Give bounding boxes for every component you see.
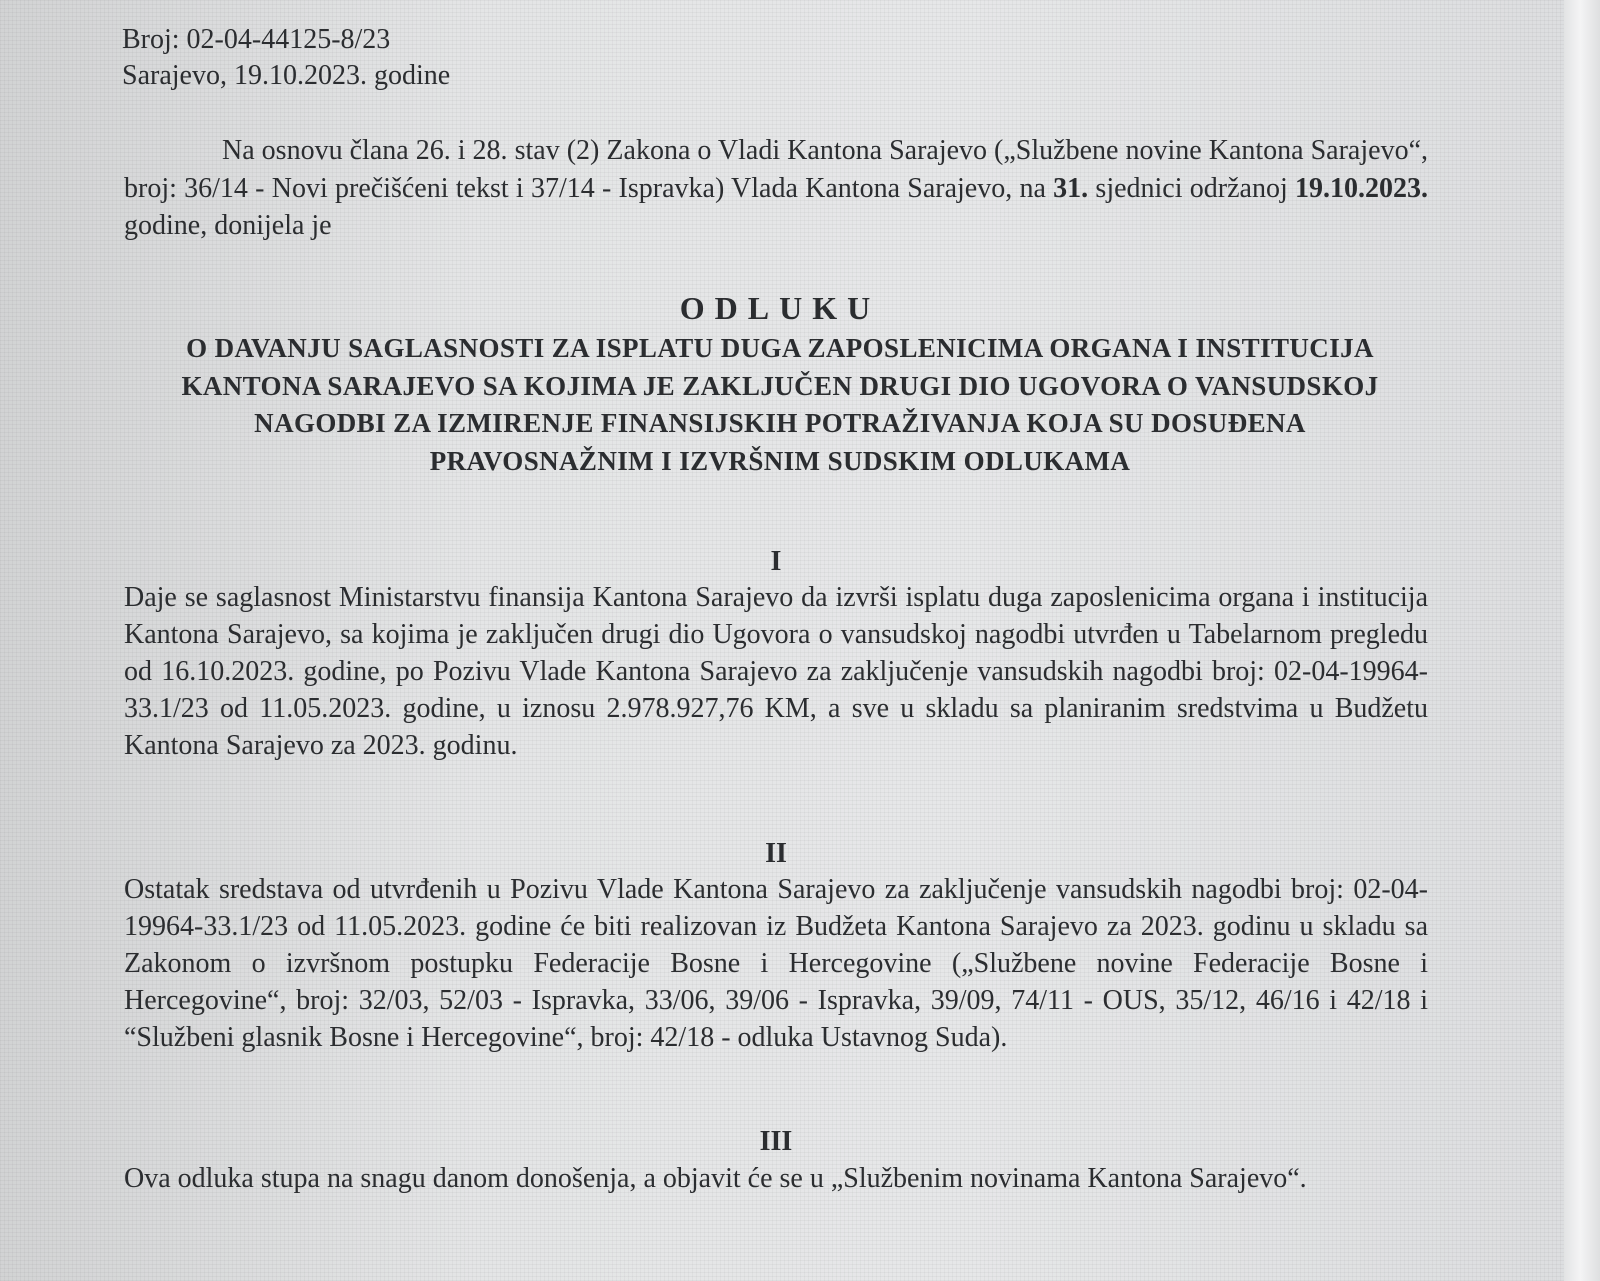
- session-date: 19.10.2023.: [1295, 172, 1428, 204]
- section-number-1: I: [770, 546, 782, 577]
- place-and-date: Sarajevo, 19.10.2023. godine: [122, 60, 451, 91]
- section-text-3: Ova odluka stupa na snagu danom donošenja, a objavit će se u „Službenim novinama Kantona Sarajevo“.: [124, 1163, 1307, 1194]
- section-number-3: III: [759, 1126, 793, 1157]
- decision-subtitle: O DAVANJU SAGLASNOSTI ZA ISPLATU DUGA ZAPOSLENICIMA ORGANA I INSTITUCIJA KANTONA SARAJEVO SA KOJIMA JE ZAKLJUČEN DRUGI DIO UGOVORA O VANSUDSKOJ NAGODBI ZA IZMIRENJE FINANSIJSKIH POTRAŽIVANJA KOJA SU DOSUĐENA PRAVOSNAŽNIM I IZVRŠNIM SUDSKIM ODLUKAMA: [181, 333, 1379, 476]
- decision-title-block: [170, 286, 1390, 480]
- preamble-text-1: Na osnovu člana 26. i 28. stav (2) Zakona o Vladi Kantona Sarajevo („Službene novine Kantona Sarajevo“, broj: 36/14 - Novi prečišćeni tekst i 37/14 - Ispravka) Vlada Kantona Sarajevo, na: [124, 135, 1428, 204]
- section-number-2: II: [765, 838, 787, 869]
- preamble-text-2: sjednici održanoj: [1088, 172, 1295, 204]
- document-number: Broj: 02-04-44125-8/23: [122, 24, 391, 55]
- decision-title: ODLUKU: [679, 290, 881, 326]
- section-text-2: Ostatak sredstava od utvrđenih u Pozivu Vlade Kantona Sarajevo za zaključenje vansudskih nagodbi broj: 02-04-19964-33.1/23 od 11.05.2023. godine će biti realizovan iz Budžeta Kantona Sarajevo za 2023. godinu u skladu sa Zakonom o izvršnom postupku Federacije Bosne i Hercegovine („Službene novine Federacije Bosne i Hercegovine“, broj: 32/03, 52/03 - Ispravka, 33/06, 39/06 - Ispravka, 39/09, 74/11 - OUS, 35/12, 46/16 i 42/18 i “Službeni glasnik Bosne i Hercegovine“, broj: 42/18 - odluka Ustavnog Suda).: [124, 874, 1428, 1053]
- preamble-text-3: godine, donijela je: [124, 210, 332, 241]
- section-text-1: Daje se saglasnost Ministarstvu finansija Kantona Sarajevo da izvrši isplatu duga zaposlenicima organa i institucija Kantona Sarajevo, sa kojima je zaključen drugi dio Ugovora o vansudskoj nagodbi utvrđen u Tabelarnom pregledu od 16.10.2023. godine, po Pozivu Vlade Kantona Sarajevo za zaključenje vansudskih nagodbi broj: 02-04-19964-33.1/23 od 11.05.2023. godine, u iznosu 2.978.927,76 KM, a sve u skladu sa planiranim sredstvima u Budžetu Kantona Sarajevo za 2023. godinu.: [124, 582, 1428, 761]
- session-number: 31.: [1053, 172, 1089, 204]
- preamble: [124, 132, 1428, 245]
- paper-edge: [1564, 0, 1600, 1281]
